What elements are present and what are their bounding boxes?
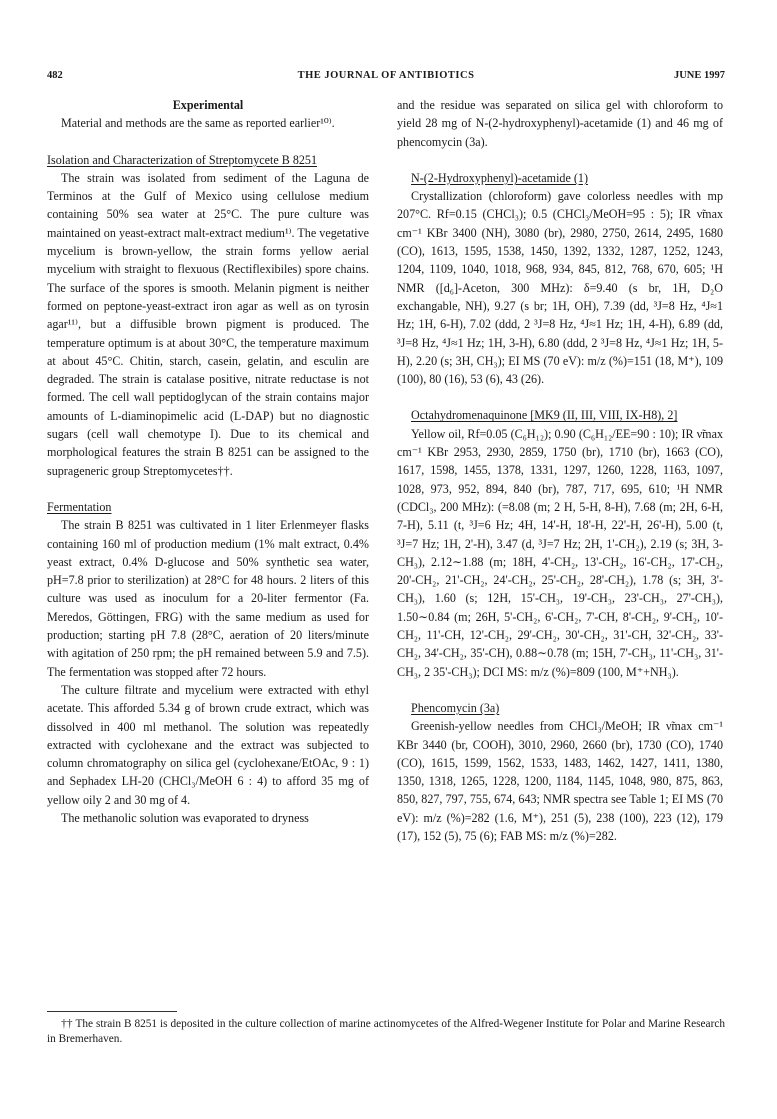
isolation-heading-text: Isolation and Characterization of Streptomycete B 8251 <box>47 152 318 167</box>
journal-title: THE JOURNAL OF ANTIBIOTICS <box>297 70 475 81</box>
compound3-heading-text: Phencomycin (3a) <box>411 700 500 715</box>
footnote-divider <box>47 1011 177 1012</box>
left-column <box>47 96 369 827</box>
isolation-paragraph: The strain was isolated from sediment of the Laguna de Terminos at the Gulf of Mexico using cellulose medium containing 50% sea water at 25°C. The pure culture was maintained on yeast-extract malt-extract medium¹⁾. The vegetative mycelium is brown-yellow, the strain forms yellow aerial mycelium with straight to flexuous (Rectiflexibiles) spore chains. The surface of the spores is smooth. Melanin pigment is neither formed on peptone-yeast-extract iron agar as well as on tyrosin agar¹¹⁾, but a diffusible brown pigment is produced. The temperature optimum is at about 30°C, the temperature maximum at about 45°C. Chitin, starch, casein, gelatin, and esculin are degraded. The strain is catalase positive, nitrate reductase is not formed. The cell wall peptidoglycan of the strain contains major amounts of L-diaminopimelic acid (L-DAP) but no diagnostic sugars (cell wall chemotype I). Due to its chemical and morphological features the strain B 8251 can be assigned to the suprageneric group Streptomycetes††. <box>47 170 369 478</box>
fermentation-paragraph-2: The culture filtrate and mycelium were extracted with ethyl acetate. This afforded 5.34 g of brown crude extract, which was dissolved in 400 ml methanol. The solution was repeatedly extracted with cyclohexane and the extract was subjected to column chromatography on silica gel (cyclohexane/EtOAc, 9 : 1) and Sephadex LH-20 (CHCl₃/MeOH 6 : 4) to afford 35 mg of yellow oily 2 and 30 mg of 4. <box>47 682 369 807</box>
fermentation-section-heading <box>47 498 369 516</box>
right-column <box>397 96 723 845</box>
fermentation-paragraph-1: The strain B 8251 was cultivated in 1 liter Erlenmeyer flasks containing 160 ml of production medium (1% malt extract, 0.4% yeast extract, 0.4% D-glucose and 50% synthetic sea water, pH=7.8 prior to sterilization) at 28°C for 48 hours. 2 liters of this culture was used as inoculum for a 20-liter fermentor (Fa. Meredos, Göttingen, FRG) with the same medium as used for production; starting pH 7.8 (28°C, aeration of 20 liters/minute with agitation of 250 rpm; the pH remained between 5.9 and 7.5). The fermentation was stopped after 72 hours. <box>47 518 369 679</box>
compound1-heading-text: N-(2-Hydroxyphenyl)-acetamide (1) <box>411 170 588 185</box>
fermentation-heading-text: Fermentation <box>47 499 112 514</box>
footnote-marker: †† <box>61 1018 73 1030</box>
page-number: 482 <box>47 70 63 81</box>
isolation-section-heading <box>47 151 369 169</box>
compound3-section-heading <box>397 699 723 717</box>
compound3-paragraph: Greenish-yellow needles from CHCl₃/MeOH; IR ν̃max cm⁻¹ KBr 3440 (br, COOH), 3010, 2960, 2660 (br), 1730 (CO), 1740 (CO), 1615, 1599, 1562, 1533, 1483, 1462, 1427, 1411, 1380, 1350, 1318, 1265, 1228, 1200, 1184, 1145, 1048, 980, 875, 863, 850, 827, 797, 755, 674, 643; NMR spectra see Table 1; EI MS (70 eV): m/z (%)=282 (1.6, M⁺), 251 (5), 238 (100), 223 (12), 179 (17), 152 (5), 75 (6); FAB MS: m/z (%)=282. <box>397 719 723 843</box>
footnote-text: The strain B 8251 is deposited in the culture collection of marine actinomycetes of the Alfred-Wegener Institute for Polar and Marine Research in Bremerhaven. <box>47 1018 725 1045</box>
compound2-heading-text: Octahydromenaquinone [MK9 (II, III, VIII, IX-H8), 2] <box>411 408 678 423</box>
continuation-paragraph: and the residue was separated on silica gel with chloroform to yield 28 mg of N-(2-hydroxyphenyl)-acetamide (1) and 46 mg of phencomycin (3a). <box>397 98 723 149</box>
experimental-heading: Experimental <box>172 98 244 112</box>
compound1-paragraph: Crystallization (chloroform) gave colorless needles with mp 207°C. Rf=0.15 (CHCl₃); 0.5 (CHCl₃/MeOH=95 : 5); IR ν̃max cm⁻¹ KBr 3400 (NH), 3080 (br), 2980, 2750, 2614, 2495, 1680 (CO), 1613, 1595, 1538, 1450, 1392, 1332, 1287, 1252, 1243, 1204, 1109, 1040, 1018, 968, 934, 845, 812, 768, 670, 605; ¹H NMR ([d₆]-Aceton, 300 MHz): δ=9.40 (s br, 1H, D₂O exchangable, NH), 9.27 (s br; 1H, OH), 7.39 (dd, ³J=8 Hz, ⁴J≈1 Hz; 1H, 6-H), 7.02 (ddd, 2 ³J=8 Hz, ⁴J≈1 Hz; 1H, 4-H), 6.89 (dd, ³J=8 Hz, ⁴J≈1 Hz; 1H, 3-H), 6.80 (ddd, 2 ³J=8 Hz, ⁴J≈1 Hz; 1H, 5-H), 2.20 (s; 3H, CH₃); EI MS (70 eV): m/z (%)=151 (18, M⁺), 109 (100), 80 (16), 53 (6), 43 (26). <box>397 189 723 387</box>
compound1-section-heading <box>397 169 723 187</box>
compound2-paragraph: Yellow oil, Rf=0.05 (C₆H₁₂); 0.90 (C₆H₁₂/EE=90 : 10); IR ν̃max cm⁻¹ KBr 2953, 2930, 2859, 1750 (br), 1710 (br), 1663 (CO), 1617, 1598, 1455, 1378, 1331, 1297, 1260, 1228, 1163, 1097, 1028, 973, 952, 894, 840 (br), 787, 717, 695, 610; ¹H NMR (CDCl₃, 200 MHz): (=8.08 (m; 2 H, 5-H, 8-H), 7.68 (m; 2H, 6-H, 7-H), 5.11 (t, ³J=6 Hz; 4H, 14'-H, 18'-H, 22'-H, 26'-H), 5.00 (t, ³J=7 Hz; 1H, 2'-H), 3.47 (d, ³J=7 Hz; 2H, 1'-CH₂), 2.19 (s; 3H, 3-CH₃), 2.12∼1.88 (m; 18H, 4'-CH₂, 13'-CH₂, 16'-CH₂, 17'-CH₂, 20'-CH₂, 21'-CH₂, 24'-CH₂, 25'-CH₂, 28'-CH₂), 1.78 (s; 3H, 3'-CH₃), 1.60 (s; 12H, 15'-CH₃, 19'-CH₃, 23'-CH₃, 27'-CH₃), 1.50∼0.84 (m; 26H, 5'-CH₂, 6'-CH₂, 7'-CH, 8'-CH₂, 9'-CH₂, 10'-CH₂, 11'-CH, 12'-CH₂, 29'-CH₂, 30'-CH₂, 31'-CH, 32'-CH₂, 33'-CH₂, 34'-CH₂, 35'-CH), 0.88∼0.78 (m; 15H, 7'-CH₃, 11'-CH₃, 31'-CH₃, 2 35'-CH₃); DCI MS: m/z (%)=809 (100, M⁺+NH₃). <box>397 426 723 679</box>
issue-date: JUNE 1997 <box>673 70 725 81</box>
running-header <box>47 70 725 86</box>
footnote <box>47 1017 725 1047</box>
experimental-paragraph: Material and methods are the same as reported earlier¹⁰⁾. <box>61 116 335 131</box>
fermentation-paragraph-3: The methanolic solution was evaporated to dryness <box>61 810 309 825</box>
compound2-section-heading <box>397 406 723 424</box>
